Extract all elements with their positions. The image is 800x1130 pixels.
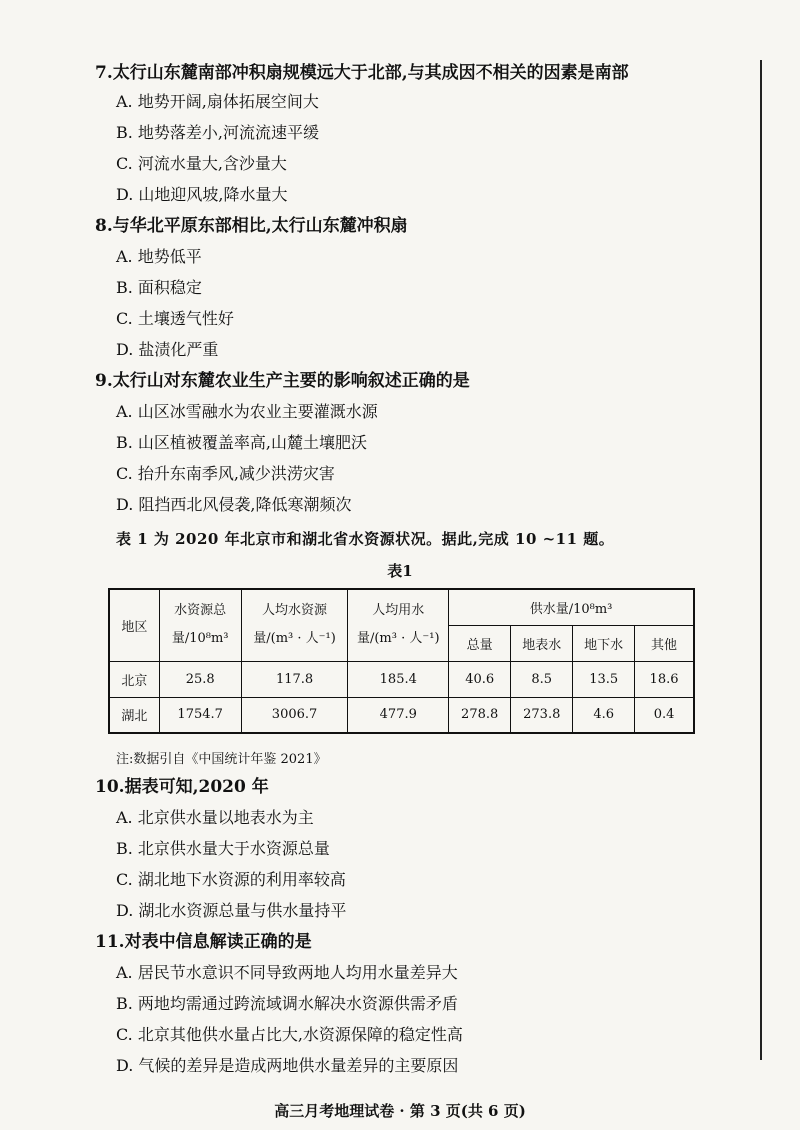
q10-option-d[interactable]: D. 湖北水资源总量与供水量持平 [116,901,347,920]
question-11: 11.对表中信息解读正确的是 [95,932,312,952]
q8-option-a[interactable]: A. 地势低平 [116,247,202,266]
table-cell: 8.5 [511,661,573,697]
q7-option-b[interactable]: B. 地势落差小,河流流速平缓 [116,123,320,142]
header-per-capita-resources: 人均水资源 量/(m³ · 人⁻¹) [241,589,348,661]
water-resources-table [108,588,695,734]
question-7: 7.太行山东麓南部冲积扇规模远大于北部,与其成因不相关的因素是南部 [95,63,629,83]
question-9: 9.太行山对东麓农业生产主要的影响叙述正确的是 [95,371,470,391]
table-cell: 117.8 [241,661,348,697]
q8-option-b[interactable]: B. 面积稳定 [116,278,202,297]
table-cell: 1754.7 [159,697,241,733]
q9-option-a[interactable]: A. 山区冰雪融水为农业主要灌溉水源 [116,402,378,421]
q7-option-a[interactable]: A. 地势开阔,扇体拓展空间大 [116,92,319,111]
table-intro: 表 1 为 2020 年北京市和湖北省水资源状况。据此,完成 10 ~11 题。 [116,530,615,548]
q8-option-c[interactable]: C. 土壤透气性好 [116,309,234,328]
q10-option-b[interactable]: B. 北京供水量大于水资源总量 [116,839,330,858]
q10-option-a[interactable]: A. 北京供水量以地表水为主 [116,808,314,827]
header-total-resources: 水资源总 量/10⁸m³ [159,589,241,661]
header-supply-other: 其他 [635,625,694,661]
q9-option-b[interactable]: B. 山区植被覆盖率高,山麓土壤肥沃 [116,433,368,452]
header-supply-ground: 地下水 [573,625,635,661]
table-cell: 273.8 [511,697,573,733]
table-cell: 18.6 [635,661,694,697]
header-per-capita-use: 人均用水 量/(m³ · 人⁻¹) [348,589,449,661]
table-cell: 477.9 [348,697,449,733]
row-region: 湖北 [109,697,159,733]
q9-option-d[interactable]: D. 阻挡西北风侵袭,降低寒潮频次 [116,495,352,514]
q8-option-d[interactable]: D. 盐渍化严重 [116,340,219,359]
header-region: 地区 [109,589,159,661]
header-supply-surface: 地表水 [511,625,573,661]
table-cell: 3006.7 [241,697,348,733]
table-row [109,697,694,733]
table-cell: 13.5 [573,661,635,697]
q11-option-c[interactable]: C. 北京其他供水量占比大,水资源保障的稳定性高 [116,1025,463,1044]
table-cell: 278.8 [449,697,511,733]
table-note: 注:数据引自《中国统计年鉴 2021》 [116,752,327,767]
table-cell: 185.4 [348,661,449,697]
table-cell: 25.8 [159,661,241,697]
q10-option-c[interactable]: C. 湖北地下水资源的利用率较高 [116,870,346,889]
q11-option-b[interactable]: B. 两地均需通过跨流域调水解决水资源供需矛盾 [116,994,458,1013]
header-supply-total: 总量 [449,625,511,661]
page-footer: 高三月考地理试卷 · 第 3 页(共 6 页) [274,1102,526,1120]
q7-option-c[interactable]: C. 河流水量大,含沙量大 [116,154,287,173]
q11-option-a[interactable]: A. 居民节水意识不同导致两地人均用水量差异大 [116,963,458,982]
table-cell: 40.6 [449,661,511,697]
table-caption: 表1 [387,562,413,580]
header-water-supply: 供水量/10⁸m³ [449,589,694,625]
row-region: 北京 [109,661,159,697]
question-8: 8.与华北平原东部相比,太行山东麓冲积扇 [95,216,408,236]
q7-option-d[interactable]: D. 山地迎风坡,降水量大 [116,185,288,204]
q9-option-c[interactable]: C. 抬升东南季风,减少洪涝灾害 [116,464,335,483]
question-10: 10.据表可知,2020 年 [95,777,269,797]
table-row [109,661,694,697]
q11-option-d[interactable]: D. 气候的差异是造成两地供水量差异的主要原因 [116,1056,459,1075]
table-cell: 0.4 [635,697,694,733]
table-cell: 4.6 [573,697,635,733]
